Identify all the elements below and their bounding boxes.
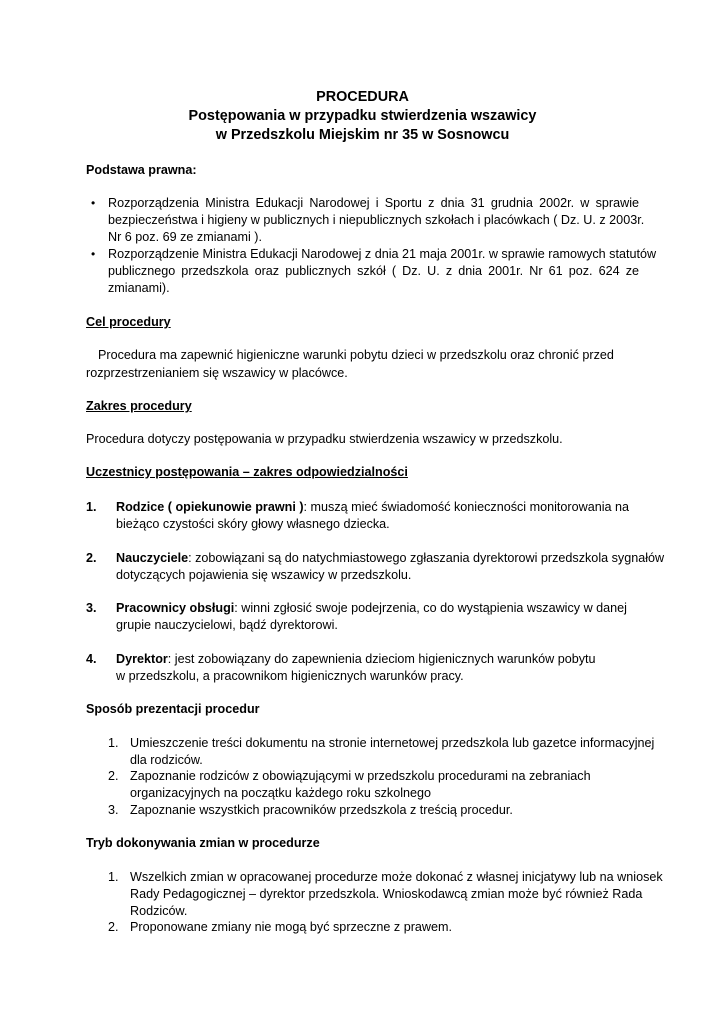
participant-2-role: Nauczyciele xyxy=(116,551,189,565)
participant-2-duty: : zobowiązani są do natychmiastowego zgłaszania dyrektorowi przedszkola sygnałów xyxy=(188,551,665,565)
presentation-2-line-2: organizacyjnych na początku każdego roku szkolnego xyxy=(130,786,432,800)
legal-basis-heading: Podstawa prawna: xyxy=(86,163,197,177)
goal-line-1: Procedura ma zapewnić higieniczne warunki pobytu dzieci w przedszkolu oraz chronić przed xyxy=(98,348,614,362)
participant-1-number: 1. xyxy=(86,500,97,514)
participant-3-role: Pracownicy obsługi xyxy=(116,601,235,615)
participant-4-role: Dyrektor xyxy=(116,652,168,666)
change-2-number: 2. xyxy=(108,920,119,934)
title-line-3: w Przedszkolu Miejskim nr 35 w Sosnowcu xyxy=(215,127,510,143)
participant-4-line-1 xyxy=(116,652,596,666)
scope-text: Procedura dotyczy postępowania w przypadku stwierdzenia wszawicy w przedszkolu. xyxy=(86,432,563,446)
change-1-line-1: Wszelkich zmian w opracowanej procedurze może dokonać z własnej inicjatywy lub na wniosek xyxy=(130,870,663,884)
presentation-heading: Sposób prezentacji procedur xyxy=(86,702,260,716)
participants-heading: Uczestnicy postępowania – zakres odpowiedzialności xyxy=(86,465,408,479)
change-2-line-1: Proponowane zmiany nie mogą być sprzeczne z prawem. xyxy=(130,920,452,934)
legal-item-1-line-3: Nr 6 poz. 69 ze zmianami ). xyxy=(108,230,262,244)
participant-1-role: Rodzice ( opiekunowie prawni ) xyxy=(116,500,304,514)
changes-heading: Tryb dokonywania zmian w procedurze xyxy=(86,836,320,850)
presentation-3-line-1: Zapoznanie wszystkich pracowników przedszkola z treścią procedur. xyxy=(130,803,513,817)
presentation-2-number: 2. xyxy=(108,769,119,783)
bullet-icon: • xyxy=(91,196,96,210)
presentation-3-number: 3. xyxy=(108,803,119,817)
participant-2-line-1 xyxy=(116,551,664,565)
change-1-line-3: Rodziców. xyxy=(130,904,188,918)
legal-item-2-line-2: publicznego przedszkola oraz publicznych szkół ( Dz. U. z dnia 2001r. Nr 61 poz. 624 ze xyxy=(108,264,639,278)
participant-4-number: 4. xyxy=(86,652,97,666)
legal-item-2-line-3: zmianami). xyxy=(108,281,170,295)
legal-item-1-line-2: bezpieczeństwa i higieny w publicznych i niepublicznych szkołach i placówkach ( Dz. U. z 2003r. xyxy=(108,213,645,227)
presentation-1-line-2: dla rodziców. xyxy=(130,753,203,767)
participant-3-line-2: grupie nauczycielowi, bądź dyrektorowi. xyxy=(116,618,338,632)
participant-1-line-1 xyxy=(116,500,629,514)
title-line-1: PROCEDURA xyxy=(316,89,409,105)
participant-1-line-2: bieżąco czystości skóry głowy własnego dziecka. xyxy=(116,517,390,531)
change-1-number: 1. xyxy=(108,870,119,884)
change-1-line-2: Rady Pedagogicznej – dyrektor przedszkola. Wnioskodawcą zmian może być również Rada xyxy=(130,887,643,901)
participant-2-number: 2. xyxy=(86,551,97,565)
goal-heading: Cel procedury xyxy=(86,315,171,329)
participant-2-line-2: dotyczących pojawienia się wszawicy w przedszkolu. xyxy=(116,568,412,582)
title-line-2: Postępowania w przypadku stwierdzenia wszawicy xyxy=(188,108,537,124)
goal-line-2: rozprzestrzenianiem się wszawicy w placówce. xyxy=(86,366,348,380)
participant-1-duty: : muszą mieć świadomość konieczności monitorowania na xyxy=(303,500,630,514)
presentation-1-number: 1. xyxy=(108,736,119,750)
scope-heading: Zakres procedury xyxy=(86,399,192,413)
presentation-1-line-1: Umieszczenie treści dokumentu na stronie internetowej przedszkola lub gazetce informacyjnej xyxy=(130,736,655,750)
participant-3-duty: : winni zgłosić swoje podejrzenia, co do wystąpienia wszawicy w danej xyxy=(234,601,627,615)
bullet-icon: • xyxy=(91,247,96,261)
participant-3-line-1 xyxy=(116,601,627,615)
participant-4-line-2: w przedszkolu, a pracownikom higienicznych warunków pracy. xyxy=(116,669,464,683)
legal-item-2-line-1: Rozporządzenie Ministra Edukacji Narodowej z dnia 21 maja 2001r. w sprawie ramowych statutów xyxy=(108,247,657,261)
presentation-2-line-1: Zapoznanie rodziców z obowiązującymi w przedszkolu procedurami na zebraniach xyxy=(130,769,591,783)
participant-3-number: 3. xyxy=(86,601,97,615)
legal-item-1-line-1: Rozporządzenia Ministra Edukacji Narodowej i Sportu z dnia 31 grudnia 2002r. w sprawie xyxy=(108,196,639,210)
participant-4-duty: : jest zobowiązany do zapewnienia dzieciom higienicznych warunków pobytu xyxy=(167,652,596,666)
